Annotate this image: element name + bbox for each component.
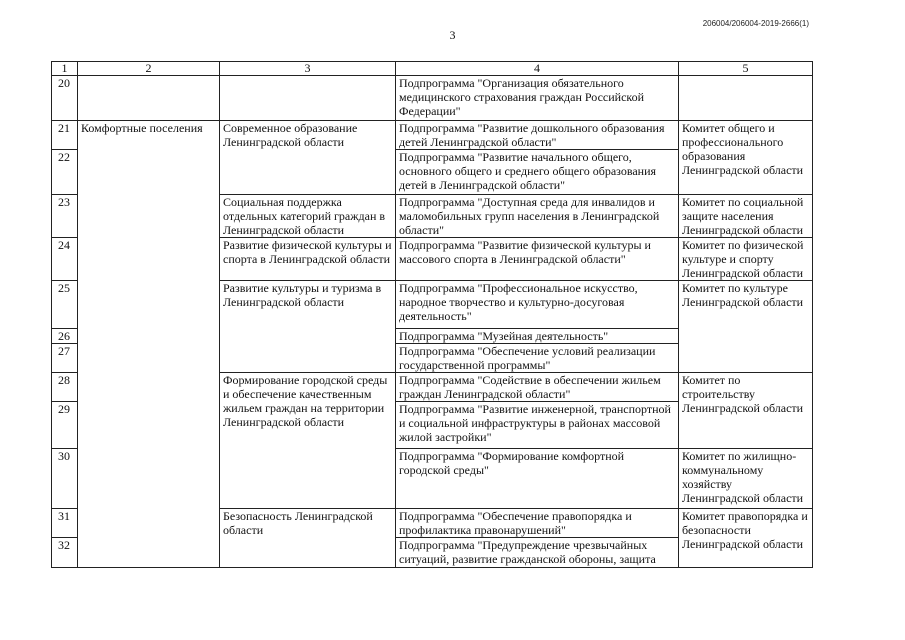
- subprogram-cell: Подпрограмма "Профессиональное искусство, народное творчество и культурно-досуговая деятельность": [396, 281, 679, 329]
- subprogram-cell: Подпрограмма "Музейная деятельность": [396, 329, 679, 344]
- responsible-cell: Комитет по социальной защите населения Ленинградской области: [679, 195, 813, 238]
- header-cell-3: 3: [220, 62, 396, 76]
- row-number: 32: [52, 538, 78, 568]
- state-program-cell: Развитие культуры и туризма в Ленинградской области: [220, 281, 396, 373]
- state-program-cell: Современное образование Ленинградской области: [220, 121, 396, 195]
- subprogram-cell: Подпрограмма "Развитие начального общего, основного общего и среднего общего образования детей в Ленинградской области": [396, 150, 679, 195]
- row-number: 24: [52, 238, 78, 281]
- responsible-cell: Комитет по строительству Ленинградской области: [679, 373, 813, 449]
- page-number: 3: [449, 28, 456, 42]
- table-row-21: [52, 121, 813, 150]
- table-row-20: [52, 76, 813, 121]
- subprogram-cell: Подпрограмма "Развитие физической культуры и массового спорта в Ленинградской области": [396, 238, 679, 281]
- state-program-cell: [220, 76, 396, 121]
- subprogram-cell: Подпрограмма "Развитие инженерной, транспортной и социальной инфраструктуры в районах массовой жилой застройки": [396, 402, 679, 449]
- subprogram-cell: Подпрограмма "Содействие в обеспечении жильем граждан Ленинградской области": [396, 373, 679, 402]
- header-cell-4: 4: [396, 62, 679, 76]
- row-number: 29: [52, 402, 78, 449]
- header-cell-2: 2: [78, 62, 220, 76]
- row-number: 22: [52, 150, 78, 195]
- subprogram-cell: Подпрограмма "Предупреждение чрезвычайных ситуаций, развитие гражданской обороны, защита: [396, 538, 679, 568]
- row-number: 25: [52, 281, 78, 329]
- responsible-cell: Комитет общего и профессионального образования Ленинградской области: [679, 121, 813, 195]
- responsible-cell: Комитет правопорядка и безопасности Ленинградской области: [679, 509, 813, 568]
- document-id: 206004/206004-2019-2666(1): [702, 19, 809, 28]
- programs-table: [51, 61, 813, 568]
- row-number: 23: [52, 195, 78, 238]
- responsible-cell: Комитет по культуре Ленинградской области: [679, 281, 813, 373]
- header-cell-5: 5: [679, 62, 813, 76]
- row-number: 20: [52, 76, 78, 121]
- subprogram-cell: Подпрограмма "Организация обязательного медицинского страхования граждан Российской Федерации": [396, 76, 679, 121]
- responsible-cell: Комитет по физической культуре и спорту Ленинградской области: [679, 238, 813, 281]
- row-number: 21: [52, 121, 78, 150]
- row-number: 31: [52, 509, 78, 538]
- row-number: 30: [52, 449, 78, 509]
- responsible-cell: Комитет по жилищно-коммунальному хозяйству Ленинградской области: [679, 449, 813, 509]
- row-number: 28: [52, 373, 78, 402]
- responsible-cell: [679, 76, 813, 121]
- table-header-row: [52, 62, 813, 76]
- subprogram-cell: Подпрограмма "Формирование комфортной городской среды": [396, 449, 679, 509]
- state-program-cell: Социальная поддержка отдельных категорий граждан в Ленинградской области: [220, 195, 396, 238]
- row-number: 27: [52, 344, 78, 373]
- state-program-cell: Развитие физической культуры и спорта в Ленинградской области: [220, 238, 396, 281]
- subprogram-cell: Подпрограмма "Доступная среда для инвалидов и маломобильных групп населения в Ленинградской области": [396, 195, 679, 238]
- subprogram-cell: Подпрограмма "Обеспечение правопорядка и профилактика правонарушений": [396, 509, 679, 538]
- subprogram-cell: Подпрограмма "Обеспечение условий реализации государственной программы": [396, 344, 679, 373]
- row-number: 26: [52, 329, 78, 344]
- subprogram-cell: Подпрограмма "Развитие дошкольного образования детей Ленинградской области": [396, 121, 679, 150]
- state-program-cell: Безопасность Ленинградской области: [220, 509, 396, 568]
- state-program-cell: Формирование городской среды и обеспечение качественным жильем граждан на территории Ленинградской области: [220, 373, 396, 509]
- direction-cell: Комфортные поселения: [78, 121, 220, 568]
- header-cell-1: 1: [52, 62, 78, 76]
- direction-cell: [78, 76, 220, 121]
